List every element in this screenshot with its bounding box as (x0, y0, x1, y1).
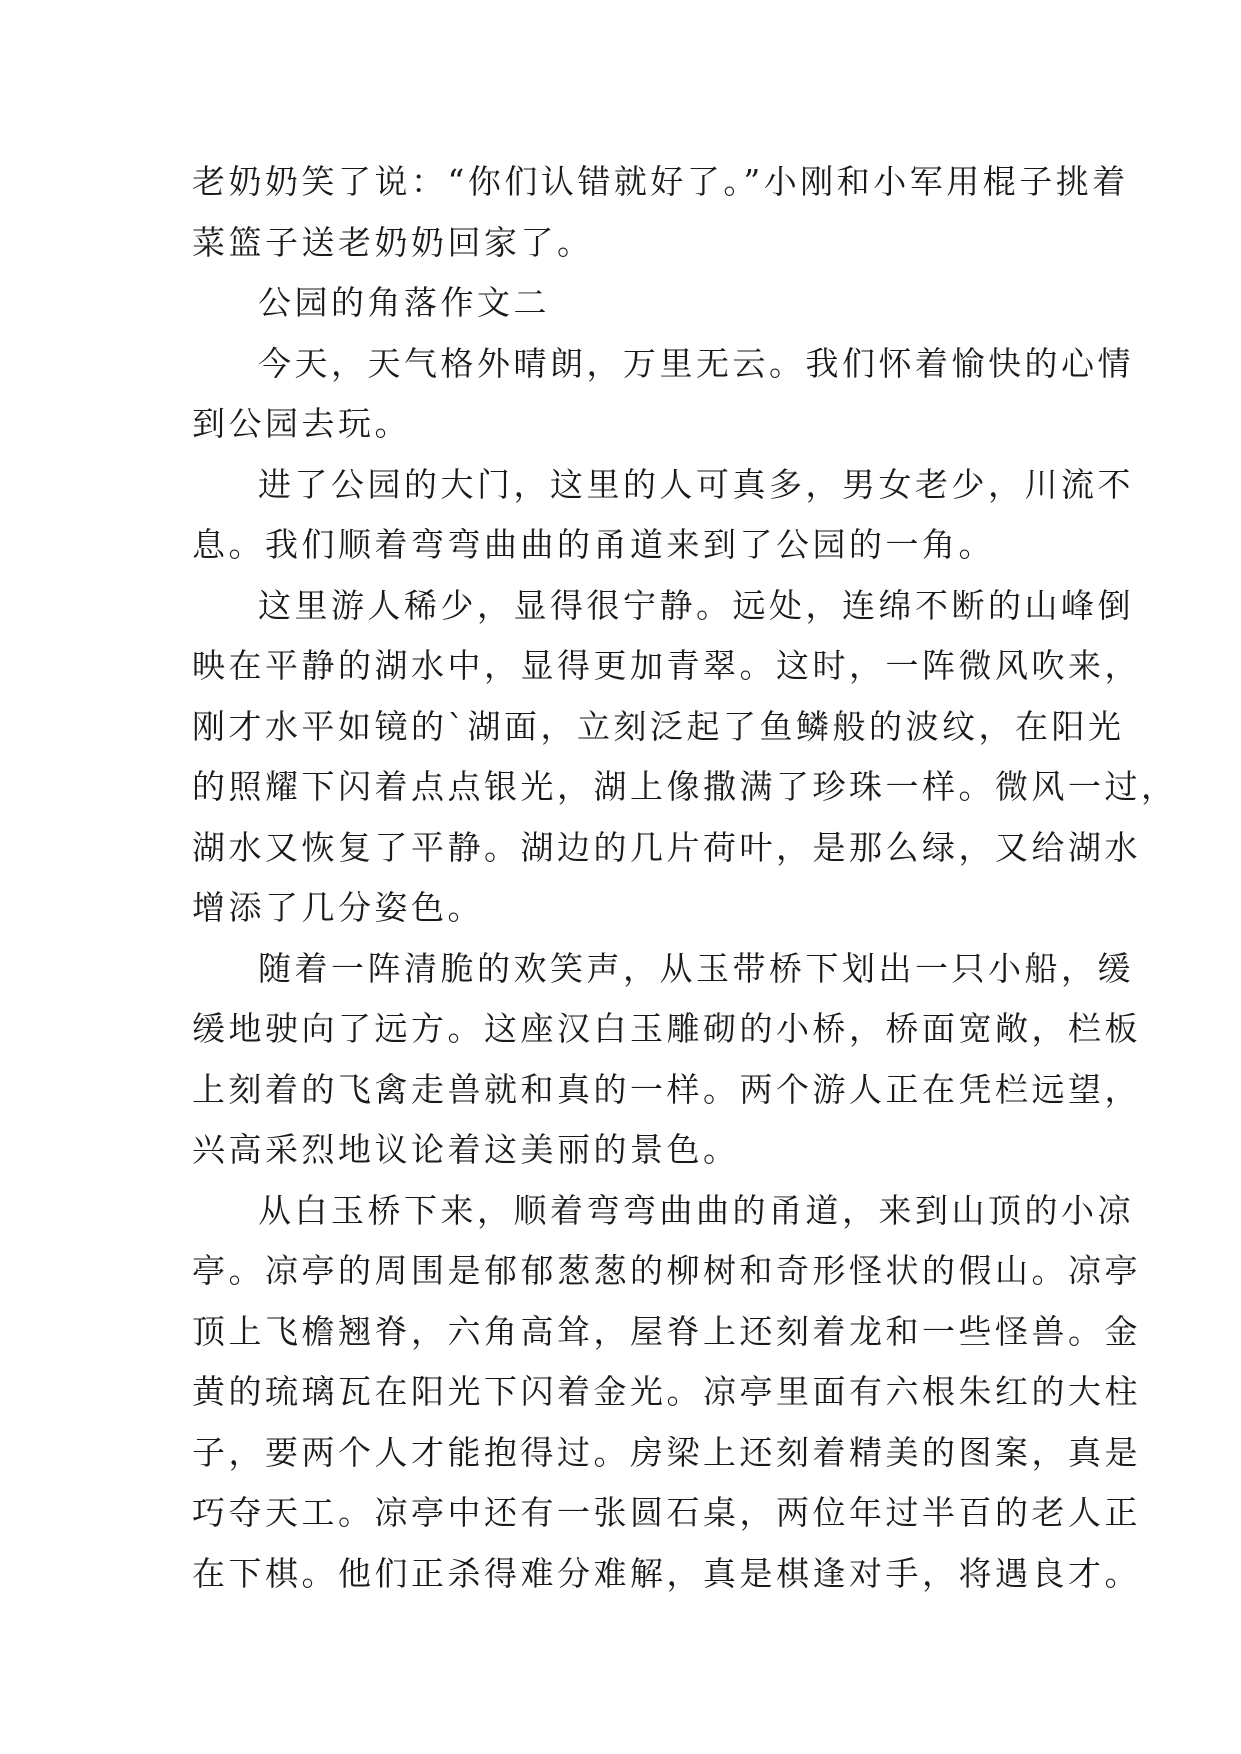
body-text (192, 152, 1178, 1604)
text-line: 巧夺天工。凉亭中还有一张圆石桌，两位年过半百的老人正 (192, 1493, 1141, 1532)
text-line: 这里游人稀少，显得很宁静。远处，连绵不断的山峰倒 (258, 585, 1134, 625)
text-line: 湖水又恢复了平静。湖边的几片荷叶，是那么绿，又给湖水 (192, 827, 1141, 867)
text-line: 进了公园的大门，这里的人可真多，男女老少，川流不 (258, 464, 1134, 504)
text-line: 刚才水平如镜的`湖面，立刻泛起了鱼鳞般的波纹，在阳光 (192, 706, 1125, 746)
text-line: 菜篮子送老奶奶回家了。 (192, 222, 594, 262)
text-line: 在下棋。他们正杀得难分难解，真是棋逢对手，将遇良才。 (192, 1553, 1141, 1593)
text-line: 亭。凉亭的周围是郁郁葱葱的柳树和奇形怪状的假山。凉亭 (192, 1251, 1141, 1290)
text-line: 子，要两个人才能抱得过。房梁上还刻着精美的图案，真是 (192, 1432, 1141, 1472)
text-line: 到公园去玩。 (192, 404, 411, 443)
text-line: 从白玉桥下来，顺着弯弯曲曲的甬道，来到山顶的小凉 (258, 1190, 1134, 1230)
text-line: 缓地驶向了远方。这座汉白玉雕砌的小桥，桥面宽敞，栏板 (192, 1009, 1141, 1048)
text-line: 黄的琉璃瓦在阳光下闪着金光。凉亭里面有六根朱红的大柱 (192, 1372, 1141, 1411)
text-line: 兴高采烈地议论着这美丽的景色。 (192, 1130, 740, 1169)
text-line: 上刻着的飞禽走兽就和真的一样。两个游人正在凭栏远望， (192, 1069, 1141, 1109)
text-line: 息。我们顺着弯弯曲曲的甬道来到了公园的一角。 (192, 525, 995, 564)
text-line: 映在平静的湖水中，显得更加青翠。这时，一阵微风吹来， (192, 646, 1141, 685)
text-line: 的照耀下闪着点点银光，湖上像撒满了珍珠一样。微风一过， (192, 767, 1178, 806)
text-line: 随着一阵清脆的欢笑声，从玉带桥下划出一只小船，缓 (258, 948, 1134, 988)
text-line: 老奶奶笑了说：“你们认错就好了。”小刚和小军用棍子挑着 (192, 162, 1129, 201)
text-line: 顶上飞檐翘脊，六角高耸，屋脊上还刻着龙和一些怪兽。金 (192, 1311, 1141, 1351)
text-line: 今天，天气格外晴朗，万里无云。我们怀着愉快的心情 (258, 343, 1134, 383)
text-line: 增添了几分姿色。 (192, 888, 484, 927)
section-heading: 公园的角落作文二 (258, 283, 550, 322)
